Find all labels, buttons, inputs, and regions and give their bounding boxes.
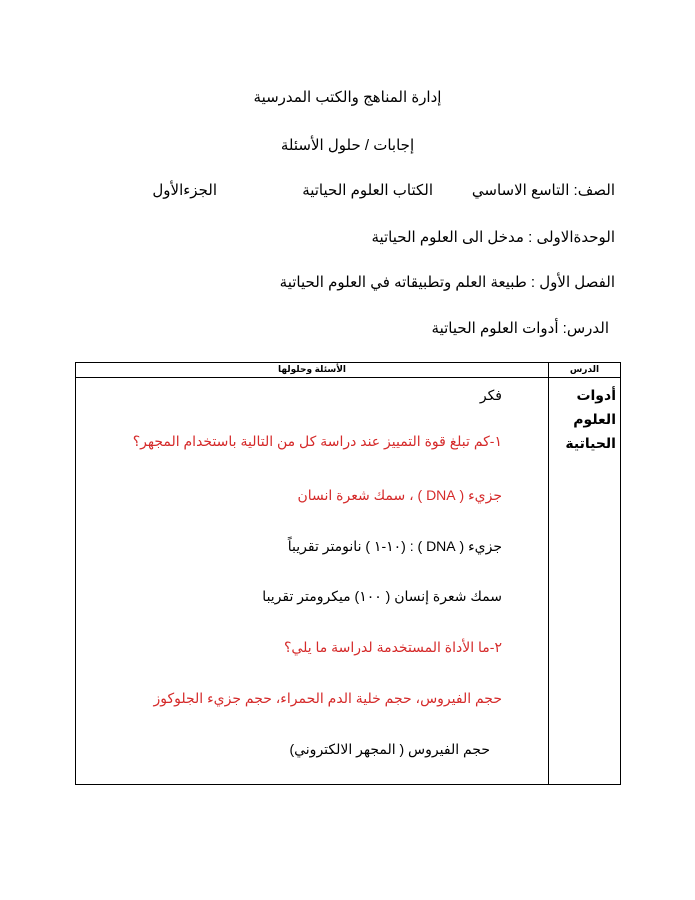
table-row: حجم الفيروس، حجم خلية الدم الحمراء، حجم جزيء الجلوكوز (153, 690, 502, 706)
book-label: الكتاب العلوم الحياتية (302, 182, 433, 199)
questions-table (75, 362, 621, 785)
table-row: فكر (479, 387, 502, 403)
org-title: إدارة المناهج والكتب المدرسية (253, 89, 442, 106)
unit-label: الوحدةالاولى : مدخل الى العلوم الحياتية (371, 229, 615, 246)
answers-subtitle: إجابات / حلول الأسئلة (280, 137, 415, 154)
table-row: حجم الفيروس ( المجهر الالكتروني) (289, 741, 490, 757)
table-row: ١-كم تبلغ قوة التمييز عند دراسة كل من التالية باستخدام المجهر؟ (132, 433, 502, 449)
chapter-label: الفصل الأول : طبيعة العلم وتطبيقاته في العلوم الحياتية (279, 274, 615, 291)
table-row: سمك شعرة إنسان ( ١٠٠) ميكرومتر تقريبا (262, 588, 502, 604)
lesson-label: الدرس: أدوات العلوم الحياتية (431, 320, 609, 337)
lesson-name-cell: أدوات العلوم الحياتية (565, 387, 616, 451)
column-divider (548, 363, 549, 784)
part-label: الجزءالأول (152, 182, 217, 199)
lesson-column-header: الدرس (569, 364, 600, 374)
table-row: جزيء ( DNA ) ، سمك شعرة انسان (297, 487, 502, 503)
table-header-row (76, 363, 620, 378)
table-row: جزيء ( DNA ) : (١٠-١ ) نانومتر تقريباً (287, 538, 502, 554)
questions-column-header: الأسئلة وحلولها (277, 364, 347, 374)
grade-label: الصف: التاسع الاساسي (471, 182, 615, 199)
table-row: ٢-ما الأداة المستخدمة لدراسة ما يلي؟ (284, 639, 502, 655)
